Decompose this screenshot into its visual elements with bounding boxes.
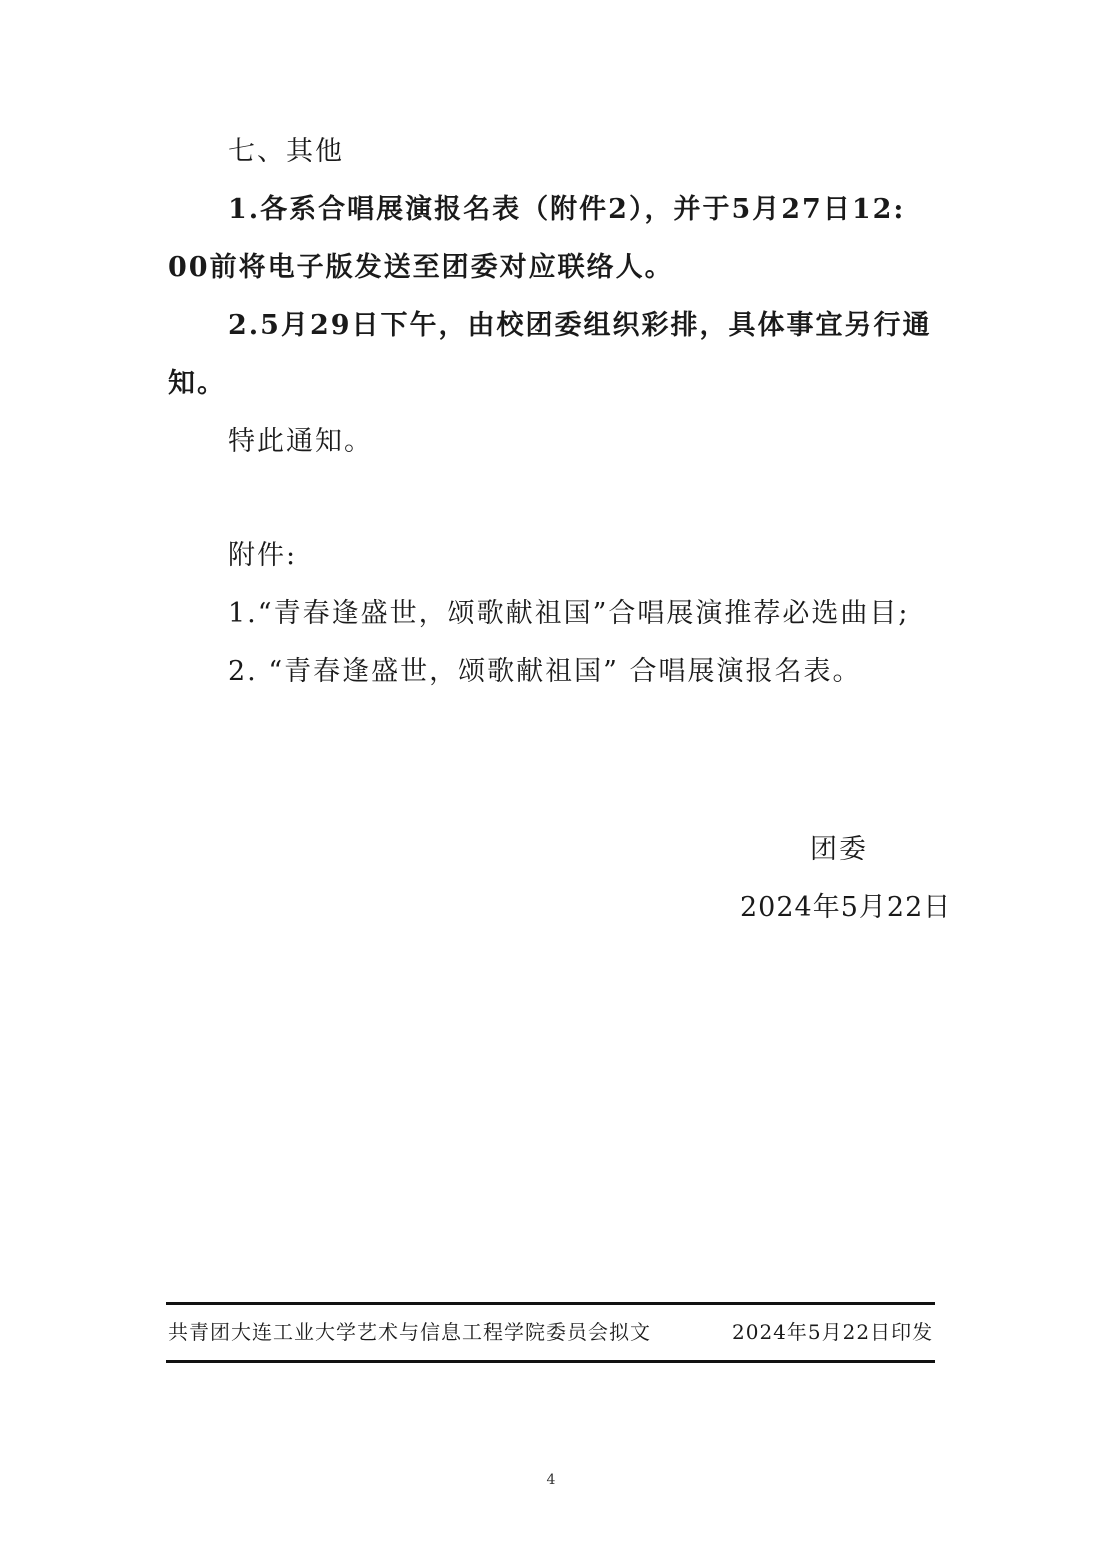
footer-bottom-rule [166,1360,935,1363]
footer-issuer: 共青团大连工业大学艺术与信息工程学院委员会拟文 [168,1320,651,1344]
attachments-label: 附件: [228,540,298,571]
footer-print-date: 2024年5月22日印发 [732,1320,934,1344]
signature-org: 团委 [810,834,868,865]
signature-date: 2024年5月22日 [740,892,952,923]
item-2-line-2: 知。 [168,368,226,399]
attachment-item-1: 1.“青春逢盛世，颂歌献祖国”合唱展演推荐必选曲目; [228,598,910,629]
page-number: 4 [546,1472,556,1488]
footer-top-rule [166,1302,935,1305]
section-heading: 七、其他 [228,136,344,167]
attachment-item-2: 2. “青春逢盛世，颂歌献祖国” 合唱展演报名表。 [228,656,862,687]
notice-text: 特此通知。 [228,426,373,457]
item-1-line-1: 1.各系合唱展演报名表（附件2），并于5月27日12: [228,194,906,225]
item-2-line-1: 2.5月29日下午，由校团委组织彩排，具体事宜另行通 [228,310,932,341]
item-1-line-2: 00前将电子版发送至团委对应联络人。 [168,252,674,283]
